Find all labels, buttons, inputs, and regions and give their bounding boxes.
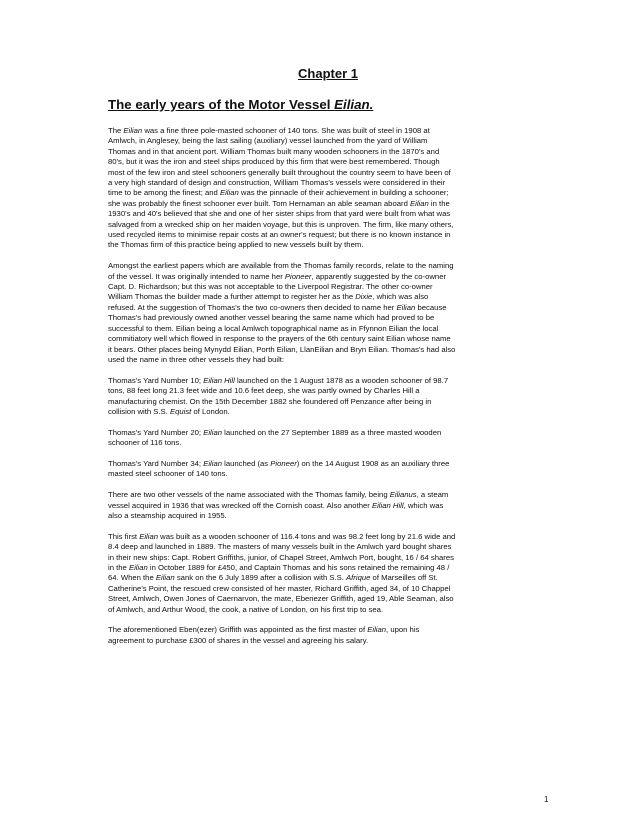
text-run: This first bbox=[108, 531, 140, 541]
text-run: Street, Amlwch, Owen Jones of Caernarvon, the mate, Ebenezer Griffith, aged 19, Able Seaman, also bbox=[108, 594, 454, 604]
text-run: in the bbox=[428, 198, 450, 208]
italic-run: Eilian bbox=[203, 427, 222, 437]
text-run: was the pinnacle of their achievement in building a schooner; bbox=[238, 188, 449, 198]
text-run: it bears. Other places being Mynydd Eilian, Porth Eilian, LlanEilian and Bryn Eilian. Thomas's had also bbox=[108, 344, 456, 354]
text-line bbox=[108, 178, 533, 188]
text-run: also a steamship acquired in 1955. bbox=[108, 510, 227, 520]
chapter-body bbox=[108, 126, 533, 657]
text-run: , upon his bbox=[386, 625, 420, 635]
italic-run: Dixie bbox=[355, 292, 373, 302]
text-line bbox=[108, 376, 533, 386]
text-run: schooner of 116 tons. bbox=[108, 438, 182, 448]
text-run: William Thomas the builder made a further attempt to register her as the bbox=[108, 292, 356, 302]
paragraph bbox=[108, 126, 533, 251]
italic-run: Equist bbox=[169, 406, 192, 416]
chapter-title bbox=[108, 97, 528, 112]
italic-run: Eilianus bbox=[389, 490, 417, 500]
italic-run: Eilian bbox=[409, 198, 429, 208]
text-line bbox=[108, 199, 533, 209]
text-run: of Marseilles off St. bbox=[370, 573, 438, 583]
text-line bbox=[108, 428, 533, 438]
text-run: refused. At the suggestion of Thomas's the two co-owners then decided to name her bbox=[108, 302, 397, 312]
text-line bbox=[108, 209, 533, 219]
text-run: Amongst the earliest papers which are available from the Thomas family records, relate to the naming bbox=[108, 261, 454, 271]
text-run: , apparently suggested by the co-owner bbox=[311, 271, 447, 281]
text-line bbox=[108, 459, 533, 469]
text-run: of Amlwch, and Arthur Wood, the cook, a native of London, on his first trip to sea. bbox=[108, 604, 384, 614]
text-line bbox=[108, 324, 533, 334]
chapter-label: Chapter 1 bbox=[298, 66, 358, 81]
text-line bbox=[108, 303, 533, 313]
text-line bbox=[108, 230, 533, 240]
text-run: collision with S.S. bbox=[108, 406, 170, 416]
text-run: of the vessel. It was originally intended to name her bbox=[108, 271, 285, 281]
text-run: launched (as bbox=[222, 458, 271, 468]
italic-run: Eilian Hill bbox=[371, 500, 404, 510]
text-line bbox=[108, 147, 533, 157]
text-run: Capt. D. Richardson; but this was not acceptable to the Liverpool Registrar. The other co-owner bbox=[108, 282, 433, 292]
text-run: Thomas's had previously owned another vessel bearing the same name which had proved to be bbox=[108, 313, 435, 323]
text-line bbox=[108, 469, 533, 479]
text-run: was a fine three pole-masted schooner of 140 tons. She was built of steel in 1908 at bbox=[142, 126, 430, 135]
text-line bbox=[108, 584, 533, 594]
text-line bbox=[108, 407, 533, 417]
paragraph bbox=[108, 428, 533, 449]
text-run: The bbox=[108, 126, 124, 135]
text-run: in their new ships: Capt. Robert Griffiths, junior, of Chapel Street, Amlwch Port, bought, 16 / 64 shares bbox=[108, 552, 454, 562]
text-line bbox=[108, 168, 533, 178]
text-line bbox=[108, 636, 533, 646]
paragraph bbox=[108, 625, 533, 646]
text-line bbox=[108, 188, 533, 198]
text-line bbox=[108, 501, 533, 511]
text-line bbox=[108, 313, 533, 323]
text-run: successful to them. Eilian being a local Amlwch topographical name as in Ffynnon Eilian the local bbox=[108, 323, 439, 333]
text-line bbox=[108, 490, 533, 500]
text-run: Catherine's Point, the rescued crew consisted of her master, Richard Griffith, aged 34, of 10 Chappel bbox=[108, 583, 451, 593]
text-run: she was probably the finest schooner ever built. Tom Hernaman an able seaman aboard bbox=[108, 198, 410, 208]
text-run: agreement to purchase £300 of shares in the vessel and agreeing his salary. bbox=[108, 635, 369, 645]
text-line bbox=[108, 292, 533, 302]
text-run: , which was also bbox=[372, 292, 429, 302]
text-line bbox=[108, 553, 533, 563]
italic-run: Eilian bbox=[155, 573, 175, 583]
italic-run: Afrique bbox=[346, 573, 371, 583]
page-number: 1 bbox=[544, 795, 549, 804]
italic-run: Pioneer bbox=[270, 458, 297, 468]
text-run: most of the few iron and steel schooners generally built throughout the country seem to have been of bbox=[108, 167, 451, 177]
text-line bbox=[108, 397, 533, 407]
text-run: used the name in three other vessels they had built: bbox=[108, 354, 285, 364]
text-line bbox=[108, 136, 533, 146]
text-line bbox=[108, 532, 533, 542]
text-run: 80's, but it was the iron and steel ships produced by this firm that were best remembered. Though bbox=[108, 157, 440, 167]
paragraph bbox=[108, 490, 533, 521]
text-line bbox=[108, 355, 533, 365]
text-run: commitiatory well which flowed in response to the prayers of the 6th century saint Eilian whose name bbox=[108, 334, 451, 344]
paragraph bbox=[108, 376, 533, 418]
text-run: a very high standard of design and construction, William Thomas's vessels were considered in their bbox=[108, 178, 446, 188]
text-line bbox=[108, 625, 533, 635]
italic-run: Eilian bbox=[396, 302, 416, 312]
text-line bbox=[108, 594, 533, 604]
text-run: Thomas's Yard Number 20; bbox=[108, 427, 204, 437]
text-run: in October 1889 for £450, and Captain Thomas and his sons retained the remaining 48 / bbox=[147, 562, 450, 572]
text-line bbox=[108, 126, 533, 136]
text-run: 64. When the bbox=[108, 573, 156, 583]
italic-run: Eilian bbox=[203, 458, 222, 468]
text-run: , which was bbox=[403, 500, 444, 510]
text-line bbox=[108, 240, 533, 250]
text-line bbox=[108, 511, 533, 521]
text-run: launched on the 27 September 1889 as a three masted wooden bbox=[222, 427, 442, 437]
text-line bbox=[108, 438, 533, 448]
text-run: masted steel schooner of 140 tons. bbox=[108, 469, 228, 479]
italic-run: Eilian bbox=[128, 562, 148, 572]
text-line bbox=[108, 334, 533, 344]
paragraph bbox=[108, 261, 533, 365]
text-run: because bbox=[415, 302, 447, 312]
text-run: tons, 88 feet long 21.3 feet wide and 10.6 feet deep, she was partly owned by Charles Hill a bbox=[108, 386, 420, 396]
text-run: Thomas's Yard Number 34; bbox=[108, 458, 204, 468]
text-line bbox=[108, 157, 533, 167]
paragraph bbox=[108, 532, 533, 615]
text-run: , a steam bbox=[416, 490, 449, 500]
text-run: Amlwch, in Anglesey, being the last sailing (auxiliary) vessel launched from the yard of William bbox=[108, 136, 428, 146]
text-run: vessel acquired in 1936 that was wrecked off the Cornish coast. Also another bbox=[108, 500, 372, 510]
text-line bbox=[108, 386, 533, 396]
text-line bbox=[108, 605, 533, 615]
italic-run: Eilian bbox=[367, 625, 387, 635]
text-run: Thomas's Yard Number 10; bbox=[108, 375, 204, 385]
italic-run: Eilian bbox=[219, 188, 239, 198]
paragraph bbox=[108, 459, 533, 480]
text-line bbox=[108, 282, 533, 292]
chapter-title-vessel: Eilian. bbox=[334, 97, 374, 112]
text-line bbox=[108, 573, 533, 583]
text-run: was built as a wooden schooner of 116.4 tons and was 98.2 feet long by 21.6 wide and bbox=[158, 531, 456, 541]
text-line bbox=[108, 542, 533, 552]
italic-run: Eilian bbox=[139, 531, 158, 541]
text-run: 8.4 deep and launched in 1889. The masters of many vessels built in the Amlwch yard bought shares bbox=[108, 542, 452, 552]
italic-run: Eilian bbox=[123, 126, 143, 135]
italic-run: Eilian Hill bbox=[203, 375, 235, 385]
text-run: There are two other vessels of the name associated with the Thomas family, being bbox=[108, 490, 390, 500]
text-run: 1930's and 40's believed that she and one of her sister ships from that yard were built from what was bbox=[108, 209, 451, 219]
text-line bbox=[108, 563, 533, 573]
chapter-title-text: The early years of the Motor Vessel bbox=[108, 97, 335, 112]
text-run: time to be among the finest; and bbox=[108, 188, 220, 198]
text-line bbox=[108, 345, 533, 355]
text-run: salvaged from a wrecked ship on her maiden voyage, but this is unproven. The firm, like many others, bbox=[108, 219, 454, 229]
text-run: of London. bbox=[191, 406, 230, 416]
text-run: The aforementioned Eben(ezer) Griffith was appointed as the first master of bbox=[108, 625, 368, 635]
text-line bbox=[108, 272, 533, 282]
text-run: manufacturing chemist. On the 15th December 1882 she foundered off Penzance after being in bbox=[108, 396, 432, 406]
text-run: in the bbox=[108, 562, 129, 572]
text-line bbox=[108, 261, 533, 271]
italic-run: Pioneer bbox=[284, 271, 312, 281]
text-run: launched on the 1 August 1878 as a wooden schooner of 98.7 bbox=[234, 375, 449, 385]
text-run: sank on the 6 July 1899 after a collision with S.S. bbox=[174, 573, 347, 583]
text-run: ) on the 14 August 1908 as an auxiliary three bbox=[296, 458, 450, 468]
text-run: Thomas and in that ancient port. William Thomas built many wooden schooners in the 1870's and bbox=[108, 146, 440, 156]
text-run: the Thomas firm of this practice being applied to new vessels built by them. bbox=[108, 240, 364, 250]
text-run: used recycled items to minimise repair costs at an owner's request; but there is no known instance in bbox=[108, 230, 451, 240]
text-line bbox=[108, 220, 533, 230]
